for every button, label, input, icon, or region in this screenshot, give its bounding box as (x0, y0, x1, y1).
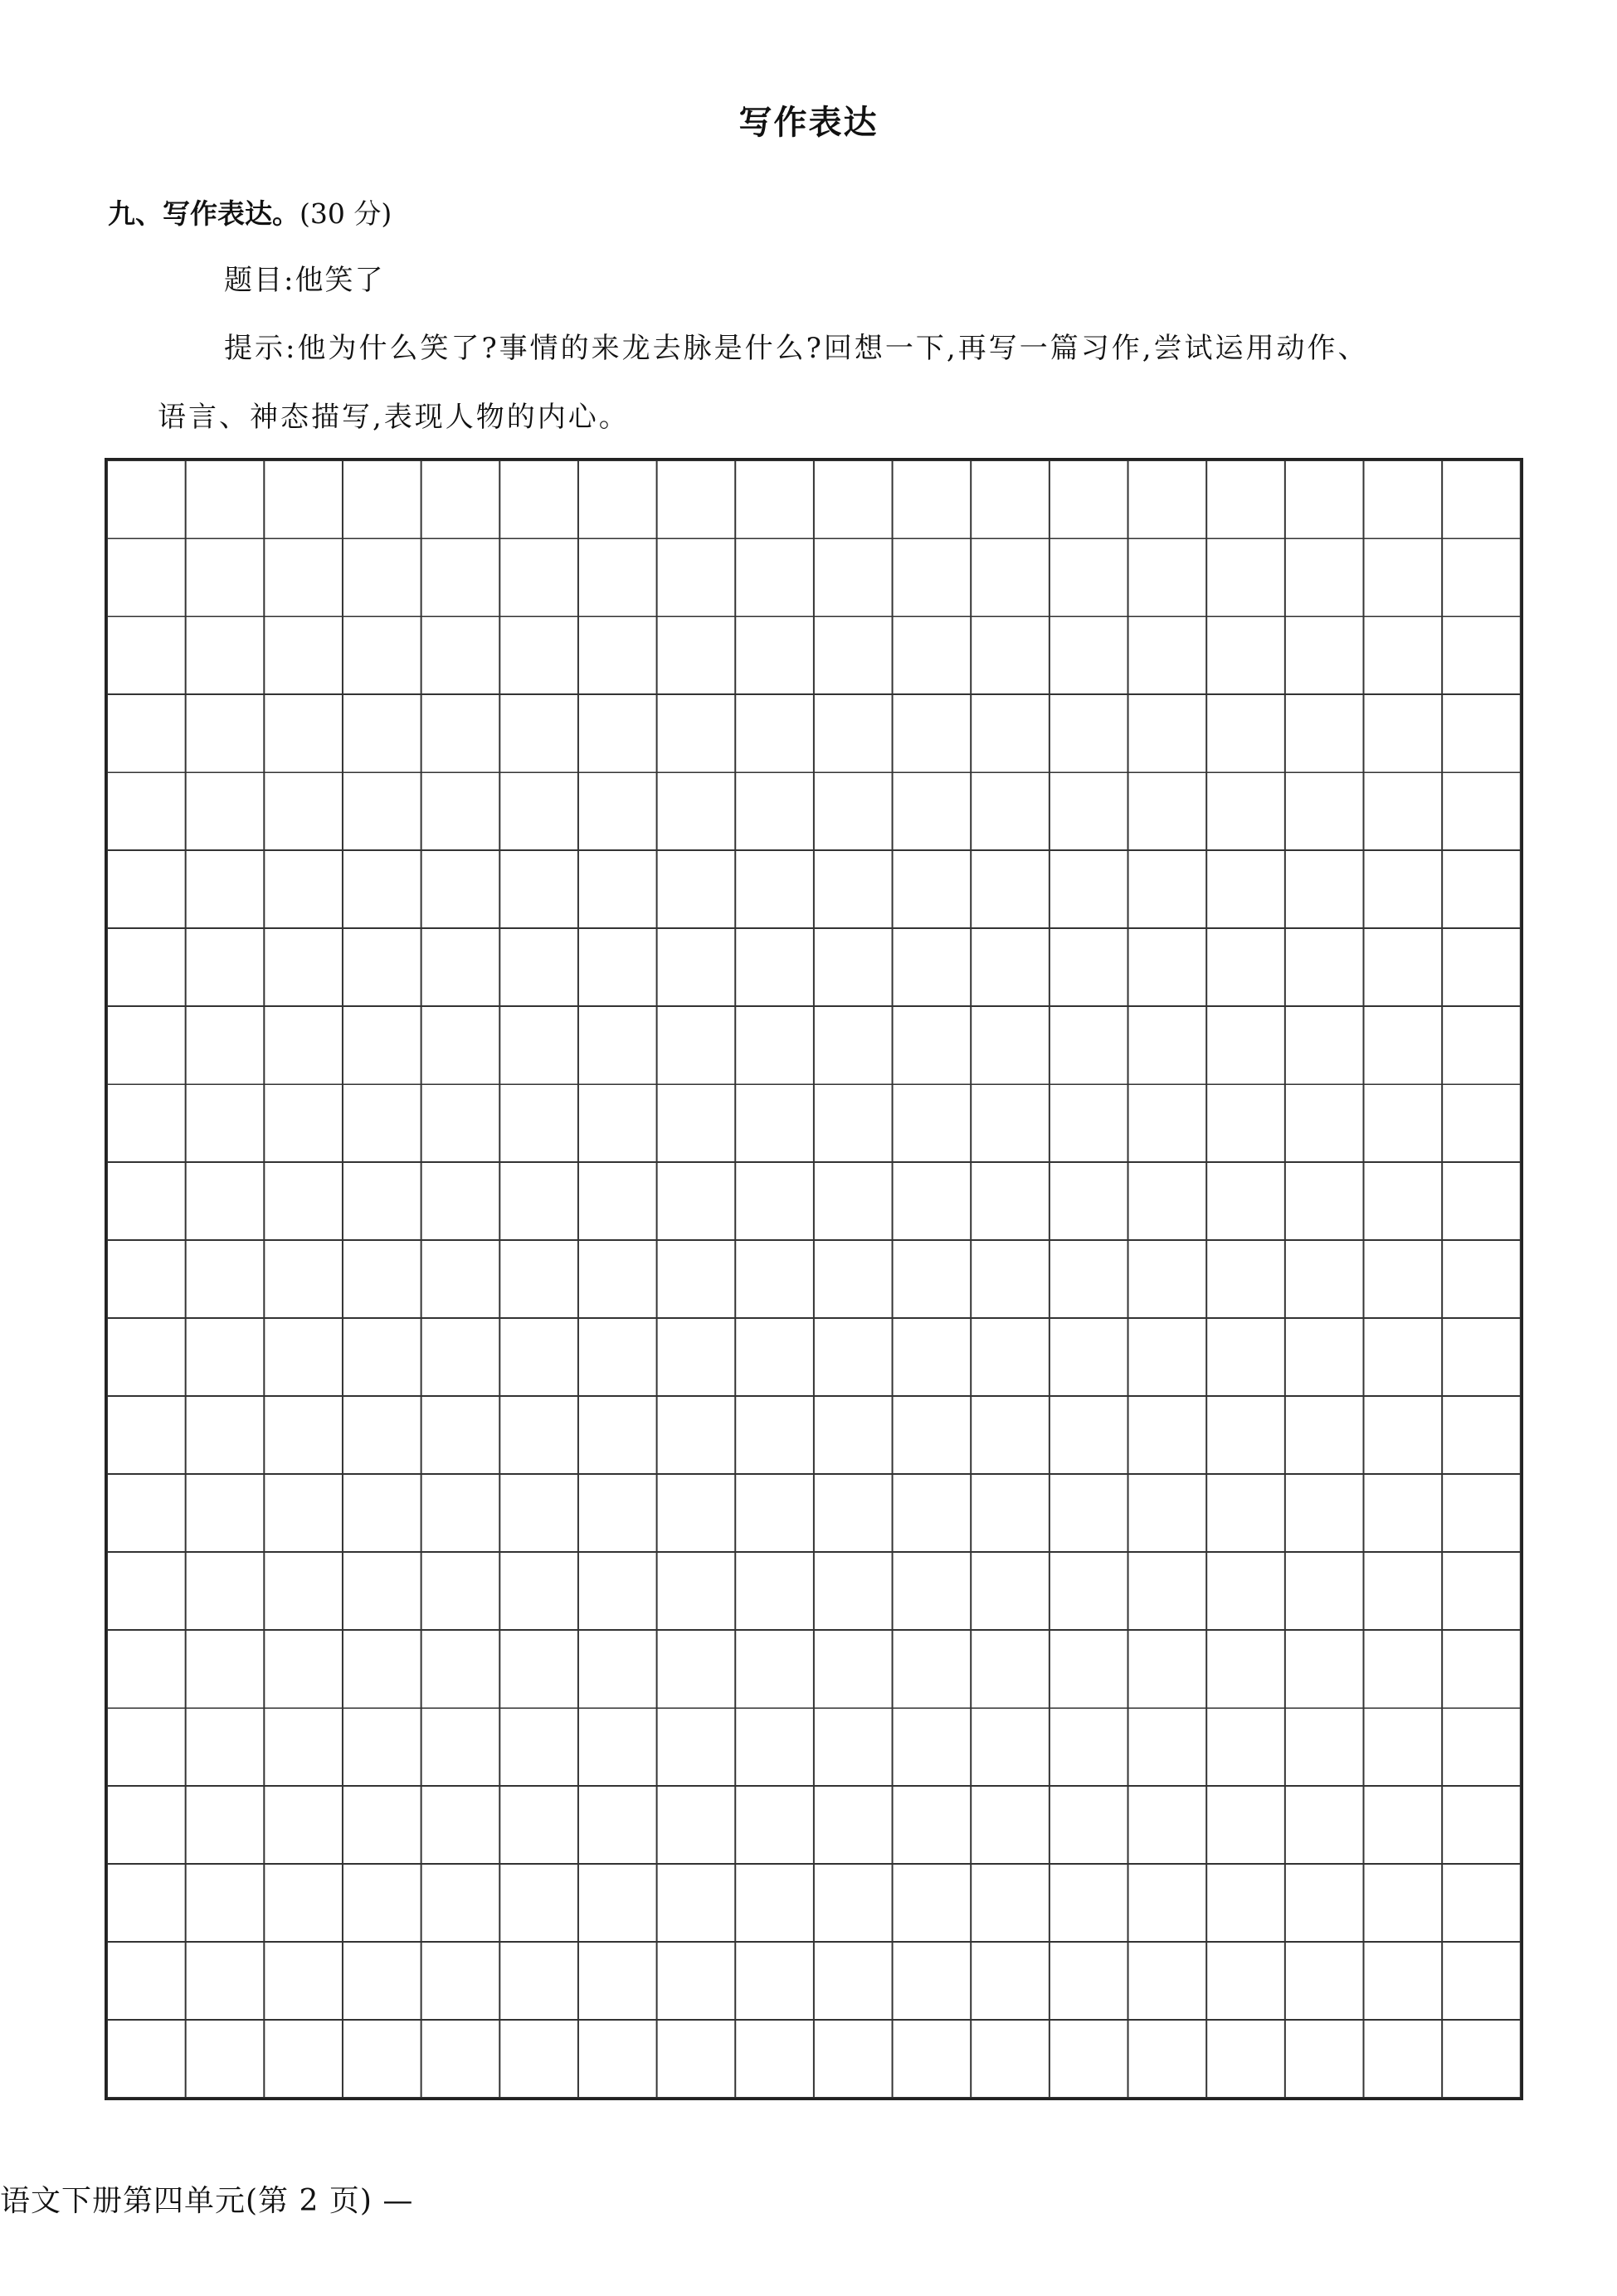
page-footer: 语文下册第四单元(第 2 页) — (0, 2184, 414, 2218)
writing-grid[interactable] (105, 458, 1523, 2100)
question-heading (108, 192, 392, 231)
question-number-label: 九、写作表达。 (108, 197, 300, 230)
essay-hint-line-2: 语言、神态描写,表现人物的内心。 (158, 401, 630, 434)
essay-topic: 题目:他笑了 (224, 264, 385, 297)
question-score: (30 分) (300, 197, 392, 230)
page-title: 写作表达 (738, 104, 879, 142)
essay-hint-line-1: 提示:他为什么笑了?事情的来龙去脉是什么?回想一下,再写一篇习作,尝试运用动作、 (224, 332, 1369, 365)
